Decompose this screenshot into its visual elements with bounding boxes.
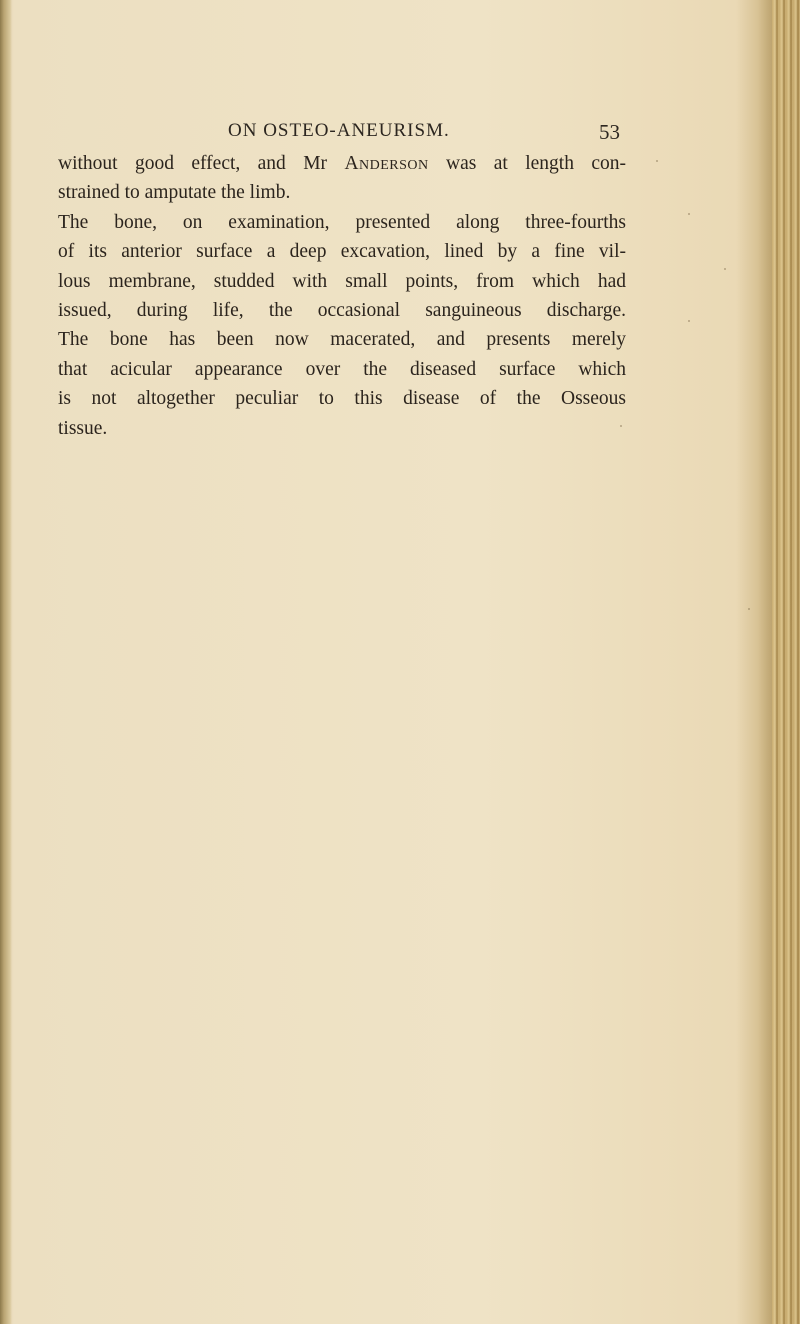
text-line: issued, during life, the occasional sanguineous discharge. [58, 300, 626, 322]
book-fore-edge [772, 0, 800, 1324]
text-line: that acicular appearance over the diseased surface which [58, 358, 626, 380]
running-head [120, 120, 620, 146]
page-edge-shadow [758, 0, 772, 1324]
page-number: 53 [599, 120, 620, 144]
text-line: tissue. [58, 417, 108, 439]
paper-speck [748, 608, 750, 610]
running-title: ON OSTEO-ANEURISM. [228, 120, 450, 141]
text-line: of its anterior surface a deep excavation, lined by a fine vil- [58, 241, 626, 263]
text-line: The bone, on examination, presented along three-fourths [58, 211, 626, 233]
paper-speck [688, 320, 690, 322]
body-text [58, 149, 626, 443]
text-line: The bone has been now macerated, and presents merely [58, 329, 626, 351]
paper-speck [620, 425, 622, 427]
text-line: strained to amputate the limb. [58, 182, 291, 204]
paper-speck [688, 213, 690, 215]
text-line: lous membrane, studded with small points, from which had [58, 270, 626, 292]
text-line: is not altogether peculiar to this disease of the Osseous [58, 388, 626, 410]
text-line: without good effect, and Mr Anderson was at length con- [58, 153, 626, 174]
paper-speck [724, 268, 726, 270]
person-name: Anderson [344, 153, 429, 174]
paper-speck [656, 160, 658, 162]
page-gutter [0, 0, 12, 1324]
